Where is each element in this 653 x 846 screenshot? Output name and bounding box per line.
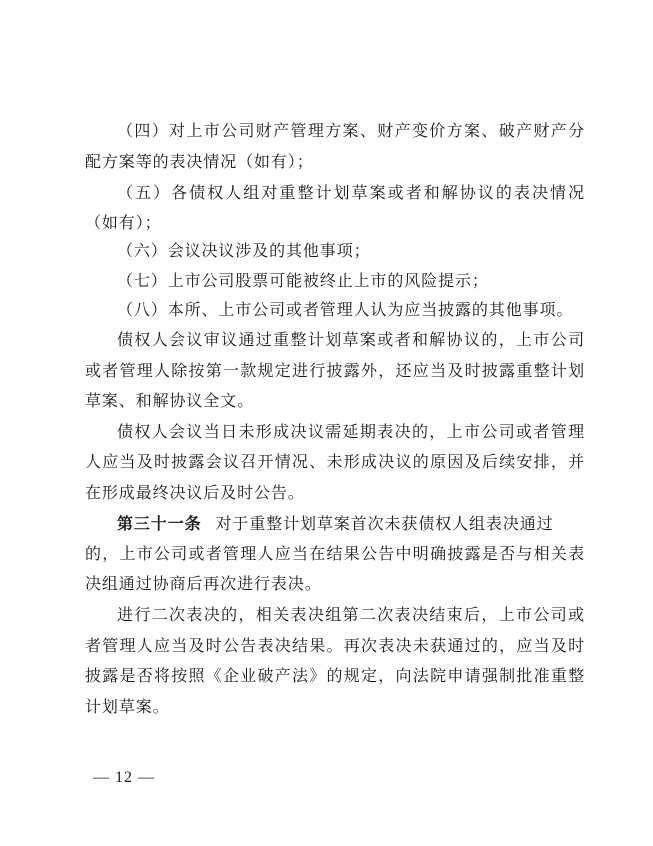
article-31-line-2: 的，上市公司或者管理人应当在结果公告中明确披露是否与相关表 [85, 544, 585, 563]
paragraph-1-line-2: 配方案等的表决情况（如有）； [85, 152, 314, 171]
paragraph-3-line-1: （六）会议决议涉及的其他事项； [117, 241, 371, 260]
paragraph-6-line-1: 债权人会议审议通过重整计划草案或者和解协议的，上市公司 [117, 330, 585, 349]
paragraph-4-line-1: （七）上市公司股票可能被终止上市的风险提示； [117, 271, 489, 290]
paragraph-9-line-1: 进行二次表决的，相关表决组第二次表决结束后，上市公司或 [117, 605, 585, 624]
article-31-line-1 [117, 514, 585, 534]
paragraph-9-line-2: 者管理人应当及时公告表决结果。再次表决未获通过的，应当及时 [85, 636, 585, 655]
page-number: — 12 — [93, 769, 155, 786]
paragraph-1-line-1: （四）对上市公司财产管理方案、财产变价方案、破产财产分 [117, 121, 585, 140]
paragraph-9-line-4: 计划草案。 [85, 697, 170, 716]
paragraph-7-line-3: 在形成最终决议后及时公告。 [85, 483, 305, 502]
paragraph-6-line-2: 或者管理人除按第一款规定进行披露外，还应当及时披露重整计划 [85, 361, 585, 380]
paragraph-2-line-1: （五）各债权人组对重整计划草案或者和解协议的表决情况 [117, 183, 585, 202]
article-31-line-1-text: 对于重整计划草案首次未获债权人组表决通过 [215, 514, 554, 533]
paragraph-9-line-3: 披露是否将按照《企业破产法》的规定，向法院申请强制批准重整 [85, 666, 585, 685]
paragraph-2-line-2: （如有）； [85, 213, 162, 232]
article-31-line-3: 决组通过协商后再次进行表决。 [85, 574, 322, 593]
paragraph-7-line-1: 债权人会议当日未形成决议需延期表决的，上市公司或者管理 [117, 422, 585, 441]
paragraph-6-line-3: 草案、和解协议全文。 [85, 391, 255, 410]
paragraph-5-line-1: （八）本所、上市公司或者管理人认为应当披露的其他事项。 [117, 300, 574, 319]
paragraph-7-line-2: 人应当及时披露会议召开情况、未形成决议的原因及后续安排，并 [85, 452, 585, 471]
article-title: 第三十一条 [117, 514, 202, 533]
